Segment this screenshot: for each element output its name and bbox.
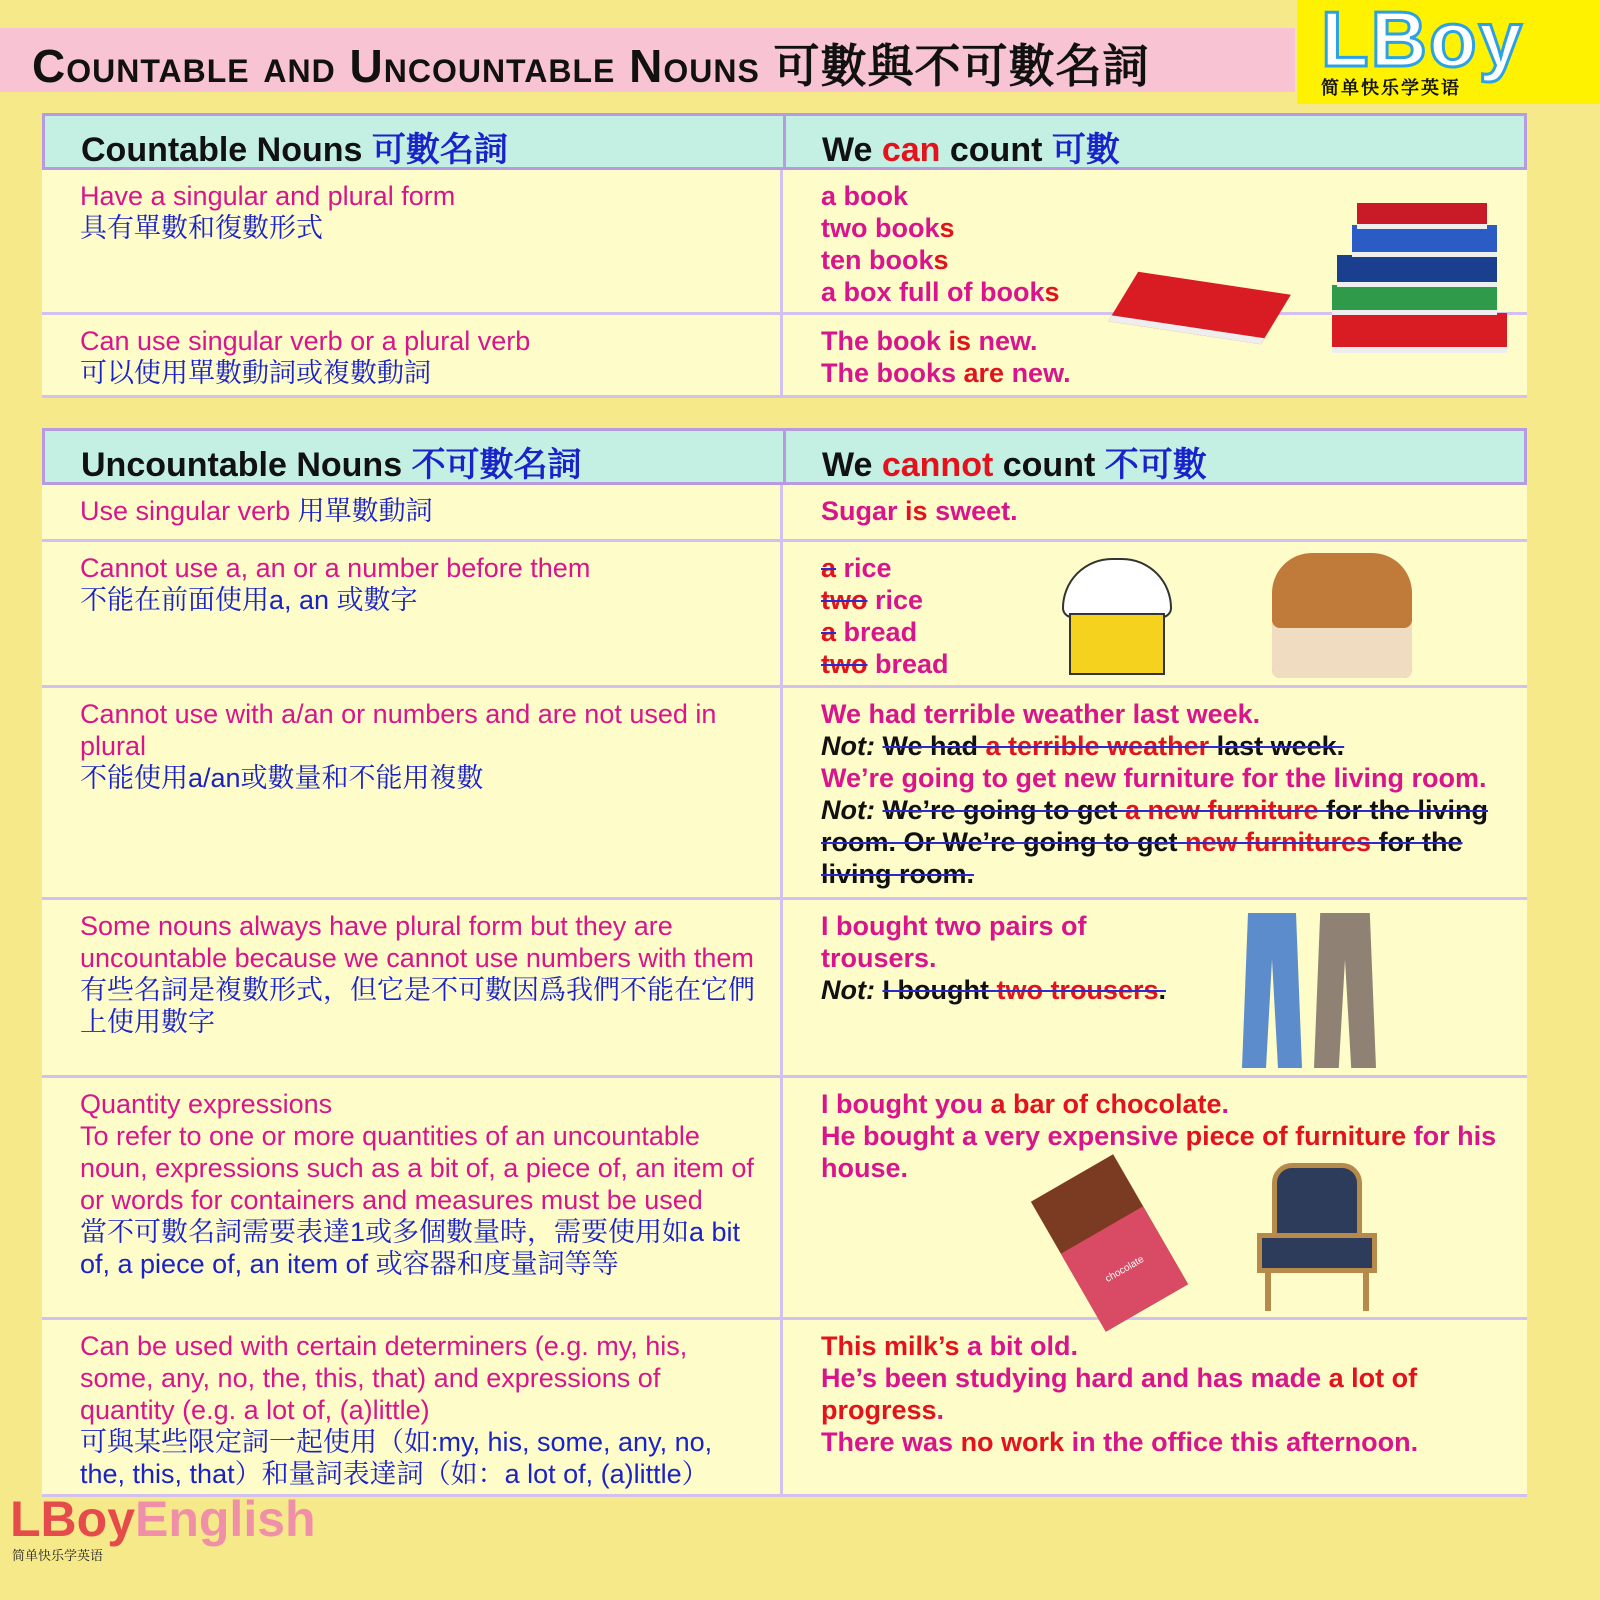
struck-text: two — [821, 649, 868, 679]
page-title: Countable and Uncountable Nouns 可數與不可數名詞 — [32, 40, 1150, 92]
countable-header-right — [786, 116, 1120, 167]
text-line — [80, 552, 760, 584]
text-line — [80, 212, 760, 244]
struck-text: . — [1158, 975, 1166, 1005]
rule-cell — [42, 900, 783, 1075]
text-line — [80, 762, 760, 794]
struck-text: for the living room. — [821, 827, 1463, 889]
uncountable-table — [42, 428, 1527, 1497]
uncountable-header-left — [45, 431, 786, 482]
rule-cell — [42, 688, 783, 897]
struck-text: two — [821, 585, 868, 615]
text-line — [80, 1426, 760, 1490]
text-line — [821, 974, 1197, 1006]
text-line — [821, 910, 1197, 974]
text-segment: 可數 — [1051, 131, 1120, 169]
text-line — [80, 974, 760, 1038]
text-segment: two book — [821, 213, 940, 243]
trousers-illustration — [1242, 913, 1382, 1073]
struck-text: a — [821, 553, 837, 583]
text-segment: rice — [867, 585, 924, 615]
armchair-illustration — [1257, 1163, 1377, 1313]
text-segment: a bar of chocolate — [990, 1089, 1222, 1119]
text-segment: bread — [867, 649, 949, 679]
text-segment: Can use singular verb or a plural verb — [80, 326, 531, 356]
logo-subtitle: 简单快乐学英语 — [1321, 78, 1461, 98]
text-line — [80, 325, 760, 357]
text-segment: This milk’s — [821, 1331, 960, 1361]
text-segment: We had terrible weather last week. — [821, 699, 1261, 729]
text-line — [821, 794, 1507, 890]
text-segment: 用單數動詞 — [297, 496, 433, 526]
example-cell — [783, 688, 1527, 897]
rice-illustration — [1057, 558, 1177, 678]
text-line — [80, 1216, 760, 1280]
countable-header-left — [45, 116, 786, 167]
text-segment: Uncountable Nouns — [81, 446, 412, 484]
text-segment: Sugar — [821, 496, 906, 526]
text-segment: count — [940, 131, 1052, 169]
bottom-logo-word: LBoy — [10, 1491, 135, 1547]
text-segment: We — [822, 131, 882, 169]
text-segment: 不可數名詞 — [411, 446, 582, 484]
text-segment: 當不可數名詞需要表達1或多個數量時，需要使用如a bit of, a piece of, an item of 或容器和度量詞等等 — [80, 1217, 741, 1279]
text-line — [821, 1330, 1507, 1362]
text-line — [821, 762, 1507, 794]
text-segment: Not: — [821, 795, 883, 825]
rule-cell — [42, 170, 783, 312]
text-segment: I bought you — [821, 1089, 991, 1119]
table-row — [42, 1320, 1527, 1497]
text-segment: Some nouns always have plural form but they are uncountable because we cannot use numbers with them — [80, 911, 754, 973]
text-line — [821, 495, 1507, 527]
text-line — [80, 357, 760, 389]
text-line — [821, 1426, 1507, 1458]
lboy-logo — [1297, 0, 1600, 104]
uncountable-header — [42, 428, 1527, 485]
text-segment: bread — [836, 617, 918, 647]
text-segment: 有些名詞是複數形式，但它是不可數因爲我們不能在它們上使用數字 — [80, 975, 755, 1037]
text-segment: Cannot use a, an or a number before them — [80, 553, 591, 583]
bottom-logo-english: English — [135, 1491, 316, 1547]
text-segment: s — [933, 245, 949, 275]
text-segment: a bit old. — [959, 1331, 1079, 1361]
struck-text: Or We’re going to get — [896, 827, 1186, 857]
text-segment: . — [936, 1395, 945, 1425]
bottom-logo — [10, 1490, 316, 1548]
text-line — [821, 1362, 1507, 1426]
text-segment: cannot — [881, 446, 994, 484]
text-line — [80, 910, 760, 974]
text-segment: count — [993, 446, 1105, 484]
text-segment: There was — [821, 1427, 961, 1457]
example-cell — [783, 485, 1527, 539]
text-segment: new. — [971, 326, 1038, 356]
text-line — [821, 698, 1507, 730]
countable-table — [42, 113, 1527, 398]
rule-cell — [42, 1320, 783, 1494]
text-segment: piece of furniture — [1185, 1121, 1407, 1151]
uncountable-header-right — [786, 431, 1207, 482]
text-line — [80, 495, 760, 527]
struck-text: for the living room. — [821, 795, 1489, 857]
text-line — [80, 698, 760, 762]
text-segment: 具有單數和復數形式 — [80, 213, 323, 243]
table-row — [42, 688, 1527, 900]
text-segment: ten book — [821, 245, 934, 275]
text-segment: We — [822, 446, 882, 484]
text-segment: Not: — [821, 975, 883, 1005]
struck-text: a — [821, 617, 837, 647]
rule-cell — [42, 315, 783, 395]
text-segment: 可以使用單數動詞或複數動詞 — [80, 358, 431, 388]
text-segment: for his house. — [821, 1121, 1497, 1183]
text-line — [80, 180, 760, 212]
example-cell — [783, 1320, 1527, 1494]
text-segment: Not: — [821, 731, 883, 761]
countable-header — [42, 113, 1527, 170]
text-segment: are — [963, 358, 1005, 388]
rule-cell — [42, 485, 783, 539]
text-segment: 可與某些限定詞一起使用（如:my, his, some, any, no, the, this, that）和量詞表達詞（如：a lot of, (a)little） — [80, 1427, 713, 1489]
text-segment: sweet. — [927, 496, 1018, 526]
text-segment: rice — [836, 553, 892, 583]
text-segment: He’s been studying hard and has made — [821, 1363, 1329, 1393]
struck-text: last week. — [1209, 731, 1345, 761]
bread-illustration — [1272, 553, 1412, 678]
struck-text: a terrible weather — [985, 731, 1210, 761]
text-line — [80, 1088, 760, 1120]
text-segment: 不可數 — [1104, 446, 1207, 484]
text-segment: He bought a very expensive — [821, 1121, 1186, 1151]
text-line — [80, 1330, 760, 1426]
text-segment: a lot of progress — [821, 1363, 1418, 1425]
text-segment: is — [905, 496, 928, 526]
text-segment: . — [1221, 1089, 1230, 1119]
text-segment: a box full of book — [821, 277, 1045, 307]
struck-text: a new furniture — [1124, 795, 1319, 825]
text-segment: Cannot use with a/an or numbers and are not used in plural — [80, 699, 717, 761]
struck-text: We’re going to get — [882, 795, 1125, 825]
text-line — [821, 1088, 1507, 1120]
struck-text: new furnitures — [1185, 827, 1372, 857]
struck-text: two trousers — [996, 975, 1159, 1005]
text-segment: s — [939, 213, 955, 243]
text-segment: Quantity expressions — [80, 1089, 333, 1119]
text-line — [80, 1120, 760, 1216]
text-segment: We’re going to get new furniture for the living room. — [821, 763, 1487, 793]
text-segment: Can be used with certain determiners (e.g. my, his, some, any, no, the, this, that) and expressions of quantity (e.g. a lot of, (a)little) — [80, 1331, 688, 1425]
text-segment: is — [948, 326, 972, 356]
text-segment: can — [881, 131, 941, 169]
text-segment: a book — [821, 181, 909, 211]
text-segment: Countable Nouns — [81, 131, 372, 169]
struck-text: I bought — [882, 975, 997, 1005]
bottom-logo-subtitle: 简单快乐学英语 — [12, 1548, 104, 1563]
rule-cell — [42, 542, 783, 685]
chocolate-label: chocolate — [1061, 1206, 1188, 1331]
text-segment: in the office this afternoon. — [1064, 1427, 1419, 1457]
rule-cell — [42, 1078, 783, 1317]
text-line — [821, 1120, 1507, 1184]
text-segment: The books — [821, 358, 964, 388]
text-segment: Use singular verb — [80, 496, 298, 526]
text-line — [80, 584, 760, 616]
text-segment: 不能使用a/an或數量和不能用複數 — [80, 763, 484, 793]
text-segment: To refer to one or more quantities of an uncountable noun, expressions such as a bit of, a piece of, an item of or words for containers and measures must be used — [80, 1121, 754, 1215]
logo-word: LBoy — [1321, 0, 1524, 83]
text-segment: Have a singular and plural form — [80, 181, 456, 211]
text-segment: I bought two pairs of trousers. — [821, 911, 1087, 973]
text-segment: 不能在前面使用a, an 或數字 — [80, 585, 418, 615]
struck-text: We had — [882, 731, 986, 761]
text-segment: s — [1044, 277, 1060, 307]
text-segment: The book — [821, 326, 949, 356]
books-illustration — [1117, 203, 1517, 373]
table-row — [42, 485, 1527, 542]
text-segment: new. — [1004, 358, 1071, 388]
text-segment: no work — [960, 1427, 1065, 1457]
text-line — [821, 730, 1507, 762]
example-cell — [783, 900, 1527, 1075]
text-segment: 可數名詞 — [371, 131, 508, 169]
